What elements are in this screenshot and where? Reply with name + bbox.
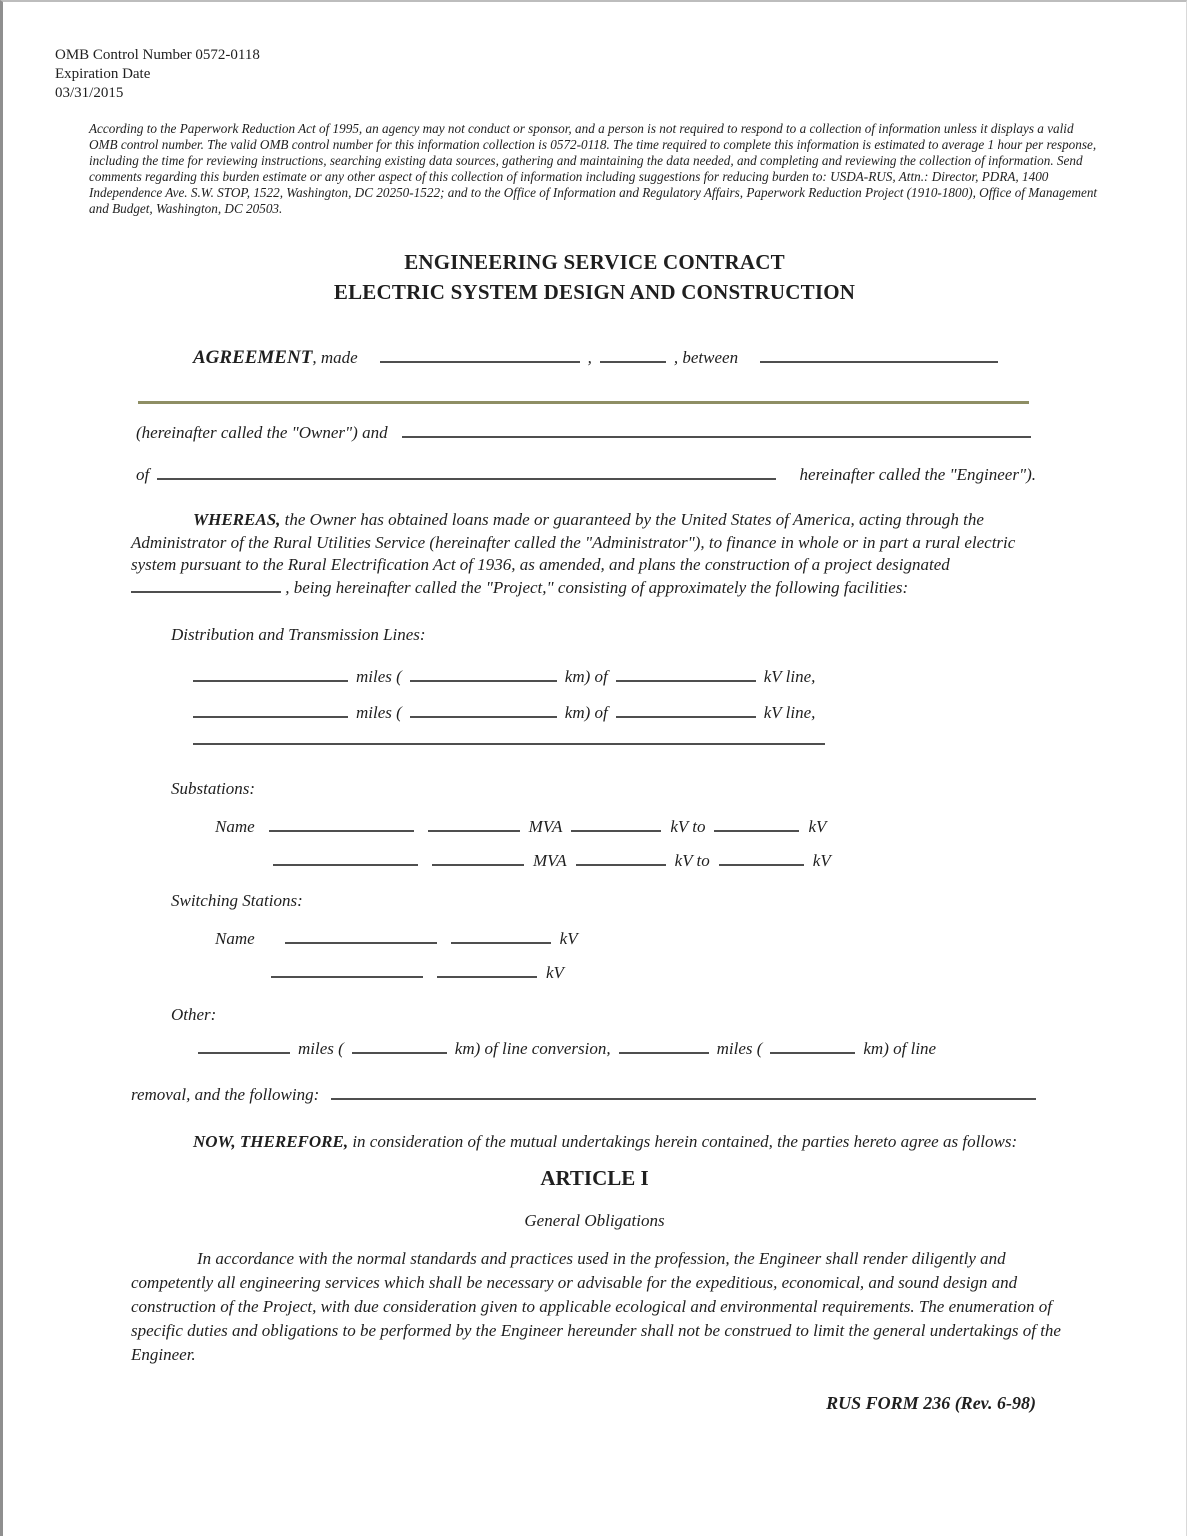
other-row [198, 1039, 1186, 1059]
other-heading: Other: [171, 1005, 217, 1024]
substation-mva-blank [428, 817, 520, 832]
substations-heading: Substations: [171, 779, 256, 798]
km-label: km) of [564, 703, 608, 722]
kv-line-label: kV line, [763, 667, 816, 686]
substation-kv-from-blank [576, 851, 666, 866]
owner-party-blank [760, 348, 998, 363]
expiration-date-value: 03/31/2015 [55, 85, 124, 101]
miles-label: miles ( [356, 703, 402, 722]
substation-kv-to-blank [714, 817, 799, 832]
distribution-extra-blank [193, 743, 825, 745]
switching-row-1 [215, 929, 1186, 949]
made-label: , made [312, 348, 358, 367]
now-therefore-text: in consideration of the mutual undertakings herein contained, the parties hereto agree as follows: [348, 1132, 1018, 1151]
switching-row-2 [271, 963, 1186, 983]
kv-label: kV [812, 851, 831, 870]
engineer-label: hereinafter called the "Engineer"). [799, 465, 1036, 484]
kv-line-label: kV line, [763, 703, 816, 722]
km-removal-label: km) of line [863, 1039, 937, 1058]
switching-name-blank [271, 963, 423, 978]
whereas-lead: WHEREAS, [193, 510, 281, 529]
switching-name-blank [285, 929, 437, 944]
between-label: , between [673, 348, 739, 367]
agreement-date-blank [380, 348, 580, 363]
switching-kv-blank [451, 929, 551, 944]
mva-label: MVA [533, 851, 567, 870]
contract-title-line1: ENGINEERING SERVICE CONTRACT [404, 250, 785, 274]
substation-kv-to-blank [719, 851, 804, 866]
now-therefore-lead: NOW, THEREFORE, [193, 1132, 349, 1151]
substation-kv-from-blank [571, 817, 661, 832]
substation-name-blank [273, 851, 418, 866]
omb-block [55, 46, 1186, 103]
engineer-address-blank [157, 465, 775, 480]
distribution-row-2 [193, 703, 1186, 723]
switching-stations-heading: Switching Stations: [171, 891, 303, 910]
distribution-row-1 [193, 667, 1186, 687]
name-label: Name [215, 817, 255, 836]
article1-body: In accordance with the normal standards and practices used in the profession, the Engineer shall render diligently and competently all engineering services which shall be necessary or advisable for the expeditious, economical, and sound design and construction of the Project, with due consideration given to applicable ecological and environmental requirements. The enumeration of specific duties and obligations to be performed by the Engineer hereunder shall not be construed to limit the general undertakings of the Engineer. [131, 1248, 1061, 1364]
kv-label: kV [559, 929, 578, 948]
whereas-text-before: the Owner has obtained loans made or guaranteed by the United States of America, acting through the Administrator of the Rural Utilities Service (hereinafter called the "Administrator"), to finance in whole or in part a rural electric system pursuant to the Rural Electrification Act of 1936, as amended, and plans the construction of a project designated [131, 510, 1016, 574]
miles-blank [193, 703, 348, 718]
expiration-date-label: Expiration Date [55, 66, 151, 82]
project-designation-blank [131, 580, 281, 593]
agreement-comma: , [587, 348, 592, 367]
kv-blank [616, 703, 756, 718]
kv-to-label: kV to [670, 817, 706, 836]
removal-label: removal, and the following: [131, 1085, 320, 1104]
kv-blank [616, 667, 756, 682]
km-conversion-label: km) of line conversion, [454, 1039, 611, 1058]
km-blank [410, 703, 557, 718]
substation-row-1 [215, 817, 1186, 837]
omb-control-number: OMB Control Number 0572-0118 [55, 47, 260, 63]
substation-mva-blank [432, 851, 524, 866]
kv-label: kV [808, 817, 827, 836]
engineer-name-blank [402, 423, 1031, 438]
switching-kv-blank [437, 963, 537, 978]
miles-label: miles ( [298, 1039, 344, 1058]
substation-row-2 [273, 851, 1186, 871]
distribution-heading: Distribution and Transmission Lines: [171, 625, 426, 644]
name-label: Name [215, 929, 255, 948]
whereas-text-after: , being hereinafter called the "Project," consisting of approximately the following facilities: [281, 577, 909, 597]
of-label: of [136, 465, 150, 484]
removal-km-blank [770, 1039, 855, 1054]
form-number: RUS FORM 236 (Rev. 6-98) [826, 1392, 1036, 1413]
km-blank [410, 667, 557, 682]
engineer-address-row [136, 465, 1036, 485]
miles-blank [193, 667, 348, 682]
miles-label: miles ( [716, 1039, 763, 1058]
contract-title [3, 247, 1186, 307]
now-therefore-paragraph [131, 1131, 1026, 1154]
owner-name-line [138, 401, 1029, 404]
owner-row [136, 423, 1031, 443]
conversion-km-blank [352, 1039, 447, 1054]
conversion-miles-blank [198, 1039, 290, 1054]
removal-miles-blank [619, 1039, 709, 1054]
agreement-lead: AGREEMENT [193, 347, 313, 368]
paperwork-reduction-notice: According to the Paperwork Reduction Act of 1995, an agency may not conduct or sponsor, and a person is not required to respond to a collection of information unless it displays a valid OMB control number. The valid OMB control number for this information collection is 0572-0118. The time required to complete this information is estimated to average 1 hour per response, including the time for reviewing instructions, searching existing data sources, gathering and maintaining the data needed, and completing and reviewing the collection of information. Send comments regarding this burden estimate or any other aspect of this collection of information including suggestions for reducing burden to: USDA-RUS, Attn.: Director, PDRA, 1400 Independence Ave. S.W. STOP, 1522, Washington, DC 20250-1522; and to the Office of Information and Regulatory Affairs, Paperwork Reduction Project (1910-1800), Office of Management and Budget, Washington, DC 20503. [89, 121, 1098, 216]
article1-subheading: General Obligations [524, 1210, 665, 1230]
article1-heading: ARTICLE I [540, 1165, 649, 1190]
mva-label: MVA [528, 817, 563, 836]
whereas-paragraph [131, 509, 1062, 599]
miles-label: miles ( [356, 667, 402, 686]
substation-name-blank [269, 817, 414, 832]
removal-row [131, 1085, 1036, 1105]
km-label: km) of [564, 667, 608, 686]
kv-label: kV [546, 963, 564, 982]
agreement-row [193, 347, 1036, 369]
contract-title-line2: ELECTRIC SYSTEM DESIGN AND CONSTRUCTION [333, 280, 856, 304]
agreement-year-blank [600, 348, 666, 363]
owner-label: (hereinafter called the "Owner") and [136, 423, 388, 442]
following-blank [331, 1085, 1036, 1100]
kv-to-label: kV to [674, 851, 710, 870]
